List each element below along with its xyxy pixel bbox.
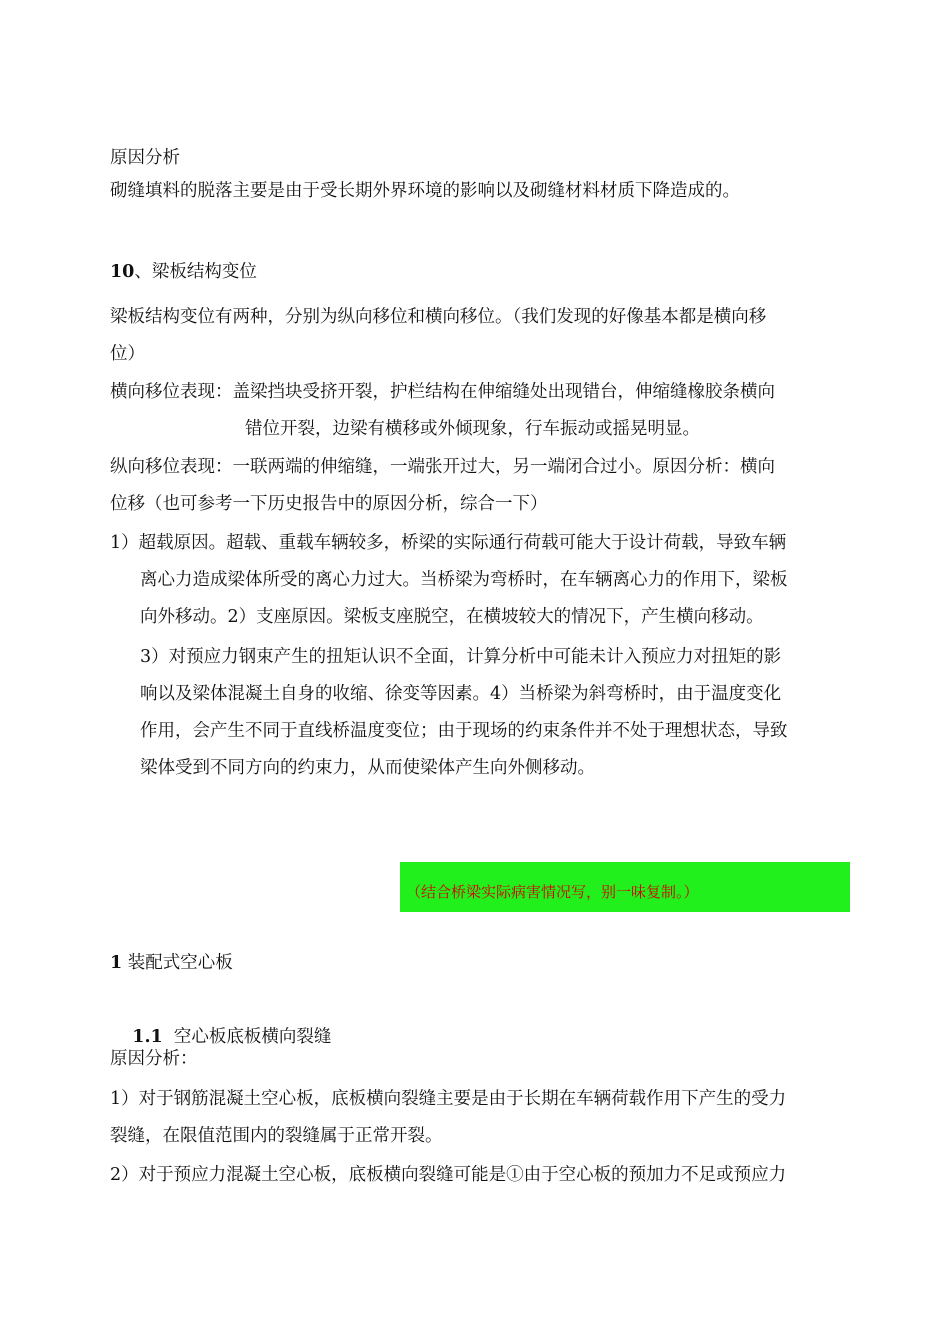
section-1-title: 装配式空心板 xyxy=(122,953,233,973)
paragraph-line: 位移（也可参考一下历史报告中的原因分析，综合一下） xyxy=(110,494,548,514)
highlight-note-box xyxy=(400,862,850,912)
list-item: 作用，会产生不同于直线桥温度变位；由于现场的约束条件并不处于理想状态，导致 xyxy=(140,721,788,741)
section-10-title: 、梁板结构变位 xyxy=(134,262,257,282)
section-1-heading xyxy=(110,950,233,976)
list-item: 向外移动。2）支座原因。梁板支座脱空，在横坡较大的情况下，产生横向移动。 xyxy=(140,607,764,627)
list-item: 梁体受到不同方向的约束力，从而使梁体产生向外侧移动。 xyxy=(140,758,595,778)
cause-heading: 原因分析 xyxy=(110,148,180,168)
section-1-1-number: 1.1 xyxy=(132,1027,163,1047)
paragraph-line: 1）对于钢筋混凝土空心板，底板横向裂缝主要是由于长期在车辆荷载作用下产生的受力 xyxy=(110,1089,787,1109)
cause-text: 砌缝填料的脱落主要是由于受长期外界环境的影响以及砌缝材料材质下降造成的。 xyxy=(110,181,740,201)
list-item: 离心力造成梁体所受的离心力过大。当桥梁为弯桥时，在车辆离心力的作用下，梁板 xyxy=(140,570,788,590)
paragraph-line: 裂缝，在限值范围内的裂缝属于正常开裂。 xyxy=(110,1126,443,1146)
paragraph-line: 梁板结构变位有两种，分别为纵向移位和横向移位。（我们发现的好像基本都是横向移 xyxy=(110,307,767,327)
paragraph-line: 2）对于预应力混凝土空心板，底板横向裂缝可能是①由于空心板的预加力不足或预应力 xyxy=(110,1165,787,1185)
paragraph-line: 错位开裂，边梁有横移或外倾现象，行车振动或摇晃明显。 xyxy=(245,419,700,439)
paragraph-line: 位） xyxy=(110,344,145,364)
section-10-number: 10 xyxy=(110,262,135,282)
cause-analysis-heading: 原因分析： xyxy=(110,1049,198,1069)
list-item: 3）对预应力钢束产生的扭矩认识不全面，计算分析中可能未计入预应力对扭矩的影 xyxy=(140,647,782,667)
section-10-heading xyxy=(110,259,257,285)
list-item: 响以及梁体混凝土自身的收缩、徐变等因素。4）当桥梁为斜弯桥时，由于温度变化 xyxy=(140,684,782,704)
list-item: 1）超载原因。超载、重载车辆较多，桥梁的实际通行荷载可能大于设计荷载，导致车辆 xyxy=(110,533,787,553)
paragraph-line: 纵向移位表现：一联两端的伸缩缝，一端张开过大，另一端闭合过小。原因分析：横向 xyxy=(110,457,775,477)
section-1-number: 1 xyxy=(110,953,123,973)
section-1-1-title: 空心板底板横向裂缝 xyxy=(162,1027,332,1047)
paragraph-line: 横向移位表现：盖梁挡块受挤开裂，护栏结构在伸缩缝处出现错台，伸缩缝橡胶条横向 xyxy=(110,382,775,402)
highlight-note: （结合桥梁实际病害情况写，别一味复制。） xyxy=(406,883,699,901)
